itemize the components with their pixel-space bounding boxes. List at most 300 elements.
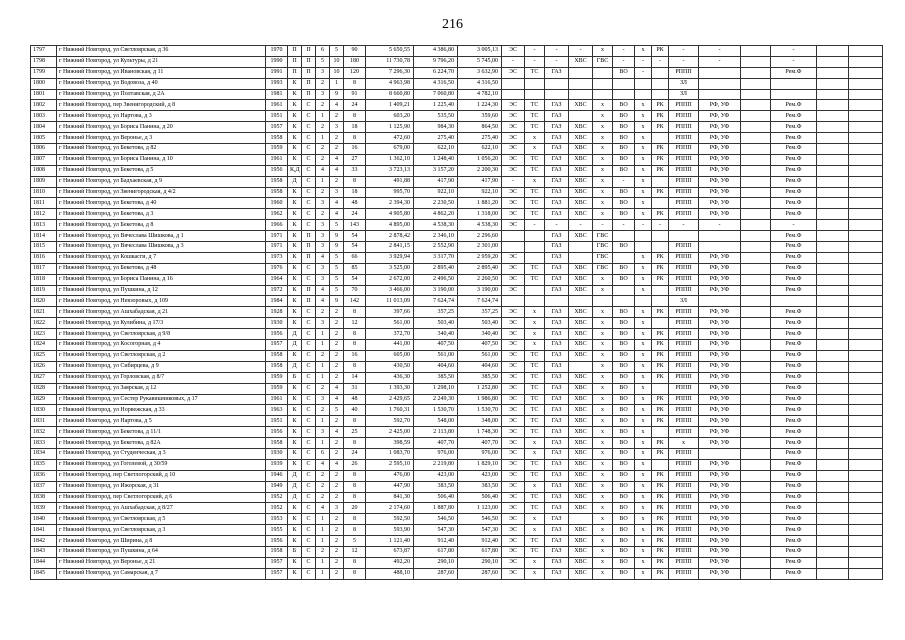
table-cell: х [635, 144, 652, 155]
table-row [31, 405, 883, 416]
table-cell: 2 [316, 383, 330, 394]
table-cell [741, 546, 771, 557]
table-cell: 1951 [266, 111, 288, 122]
table-cell: С [302, 503, 316, 514]
table-cell: 8 [344, 111, 366, 122]
table-cell [817, 546, 849, 557]
table-cell: 1 225,40 [414, 100, 458, 111]
table-cell: 841,30 [366, 492, 414, 503]
table-cell: 7 624,74 [458, 296, 502, 307]
table-cell: г Нижний Новгород, ул Косогорная, д 4 [57, 340, 266, 351]
table-cell [817, 525, 849, 536]
table-cell: - [669, 46, 699, 57]
table-cell: 383,50 [414, 481, 458, 492]
table-cell: 2 249,30 [414, 394, 458, 405]
table-cell: 1966 [266, 220, 288, 231]
table-cell: Рем.Ф [771, 557, 817, 568]
table-cell: 2 [316, 209, 330, 220]
table-cell [817, 448, 849, 459]
table-cell [525, 231, 545, 242]
table-cell: С [302, 350, 316, 361]
table-cell: х [635, 361, 652, 372]
table-cell: 976,00 [414, 448, 458, 459]
table-cell: 1 121,40 [366, 536, 414, 547]
table-cell: ГАЗ [545, 416, 569, 427]
table-cell [652, 296, 669, 307]
table-cell: 1959 [266, 372, 288, 383]
table-cell: 8 [344, 568, 366, 579]
table-cell: 5 [330, 220, 344, 231]
table-cell: г Нижний Новгород, ул Ивановская, д 11 [57, 67, 266, 78]
table-cell: РФ, УФ [699, 122, 741, 133]
table-cell: 2 [330, 568, 344, 579]
table-cell: 1957 [266, 122, 288, 133]
table-cell: ХВС [569, 481, 593, 492]
table-cell: х [593, 383, 613, 394]
table-cell: ГАЗ [545, 231, 569, 242]
table-cell: 1835 [31, 459, 57, 470]
table-cell: РФ, УФ [699, 176, 741, 187]
table-cell: 1812 [31, 209, 57, 220]
table-cell: 1808 [31, 165, 57, 176]
table-cell [849, 514, 883, 525]
table-cell: РФ, УФ [699, 514, 741, 525]
table-cell: 1 986,80 [458, 394, 502, 405]
table-cell: ХВС [569, 318, 593, 329]
table-cell: РФ, УФ [699, 394, 741, 405]
table-cell: 1 829,10 [458, 459, 502, 470]
table-cell: х [635, 416, 652, 427]
table-cell: ЭС [502, 361, 525, 372]
table-cell: РФ, УФ [699, 285, 741, 296]
table-cell: К [288, 111, 302, 122]
table-cell: ЭС [502, 546, 525, 557]
table-cell: С [302, 481, 316, 492]
table-cell: С [302, 274, 316, 285]
table-cell: РППП [669, 122, 699, 133]
table-cell: Д [288, 340, 302, 351]
table-cell: 1843 [31, 546, 57, 557]
table-cell: ХВС [569, 470, 593, 481]
table-cell: РК [652, 525, 669, 536]
table-cell: К [288, 209, 302, 220]
table-cell: 275,40 [458, 133, 502, 144]
table-cell: РК [652, 209, 669, 220]
table-cell: г Нижний Новгород, пер Светлогорский, д 6 [57, 492, 266, 503]
table-cell [593, 78, 613, 89]
table-row [31, 470, 883, 481]
table-cell: 25 [344, 427, 366, 438]
table-cell: 1 [316, 361, 330, 372]
table-cell: 4 [330, 459, 344, 470]
table-cell: РППП [669, 340, 699, 351]
table-cell [741, 165, 771, 176]
table-cell [817, 459, 849, 470]
table-cell: х [525, 329, 545, 340]
table-cell [817, 307, 849, 318]
table-cell [741, 296, 771, 307]
table-cell: х [635, 154, 652, 165]
table-cell: г Нижний Новгород, ул Кулибина, д 17/3 [57, 318, 266, 329]
table-row [31, 416, 883, 427]
table-cell: 2 [330, 361, 344, 372]
table-cell: 1824 [31, 340, 57, 351]
table-row [31, 111, 883, 122]
table-cell: РК [652, 470, 669, 481]
table-cell: - [613, 46, 635, 57]
table-cell: ГАЗ [545, 198, 569, 209]
table-cell: 385,50 [414, 372, 458, 383]
table-cell [817, 89, 849, 100]
table-cell: С [302, 514, 316, 525]
table-cell: ХВС [569, 198, 593, 209]
table-cell: ЭС [502, 416, 525, 427]
table-cell [502, 89, 525, 100]
table-cell: 4 862,20 [414, 209, 458, 220]
table-cell: К [288, 252, 302, 263]
table-cell: К [288, 133, 302, 144]
table-cell: ВО [613, 372, 635, 383]
table-cell [502, 296, 525, 307]
table-cell: 1833 [31, 438, 57, 449]
table-cell: ГАЗ [545, 67, 569, 78]
table-cell: РППП [669, 459, 699, 470]
table-cell [741, 154, 771, 165]
table-cell: 8 [344, 416, 366, 427]
table-cell: г Нижний Новгород, ул Бекетова, д 8 [57, 220, 266, 231]
table-cell: ХВС [569, 165, 593, 176]
table-cell: РППП [669, 285, 699, 296]
table-cell: г Нижний Новгород, ул Веронье, д 3 [57, 133, 266, 144]
table-cell: х [593, 394, 613, 405]
table-cell: 90 [344, 46, 366, 57]
table-cell [849, 242, 883, 253]
table-cell: 340,40 [458, 329, 502, 340]
table-cell: Рем.Ф [771, 165, 817, 176]
table-cell: 1971 [266, 231, 288, 242]
table-cell: ТС [525, 372, 545, 383]
table-cell: ЭС [502, 405, 525, 416]
table-cell: 5 [330, 46, 344, 57]
table-cell [817, 154, 849, 165]
table-cell: 1 125,90 [366, 122, 414, 133]
table-cell: 2 [330, 546, 344, 557]
table-cell: х [525, 525, 545, 536]
table-cell [699, 78, 741, 89]
table-cell: К [288, 438, 302, 449]
table-cell: 1973 [266, 252, 288, 263]
table-cell: ЭС [502, 340, 525, 351]
table-cell: 1814 [31, 231, 57, 242]
table-cell [849, 350, 883, 361]
table-cell: 1832 [31, 427, 57, 438]
table-cell: - [635, 56, 652, 67]
table-row [31, 329, 883, 340]
table-cell: Рем.Ф [771, 427, 817, 438]
table-cell: ВО [613, 144, 635, 155]
table-row [31, 176, 883, 187]
table-cell: 1 [316, 372, 330, 383]
table-cell [741, 111, 771, 122]
table-cell: Рем.Ф [771, 459, 817, 470]
table-cell [741, 568, 771, 579]
table-cell: РППП [669, 383, 699, 394]
table-cell: ВО [613, 568, 635, 579]
table-row [31, 187, 883, 198]
table-cell: 6 [316, 46, 330, 57]
table-cell [817, 405, 849, 416]
table-cell [569, 67, 593, 78]
table-cell [652, 383, 669, 394]
housing-table-grid [30, 45, 883, 580]
table-cell [741, 525, 771, 536]
table-cell [741, 318, 771, 329]
table-cell [817, 503, 849, 514]
table-row [31, 144, 883, 155]
table-cell: х [593, 350, 613, 361]
table-cell: 24 [344, 209, 366, 220]
table-cell: 472,60 [366, 133, 414, 144]
table-cell: 1 530,70 [458, 405, 502, 416]
table-cell: - [545, 220, 569, 231]
table-cell: 66 [344, 252, 366, 263]
table-cell: 1984 [266, 296, 288, 307]
table-cell: Д [288, 361, 302, 372]
table-cell: 2 [330, 536, 344, 547]
table-cell: 605,00 [366, 350, 414, 361]
table-row [31, 67, 883, 78]
table-cell: г Нижний Новгород, ул Светлоярская, д 2 [57, 350, 266, 361]
table-cell: х [635, 459, 652, 470]
table-cell: 3 317,70 [414, 252, 458, 263]
table-cell: 8 [344, 438, 366, 449]
table-cell: г Нижний Новгород, ул Норвежская, д 33 [57, 405, 266, 416]
table-cell: 1 [316, 111, 330, 122]
table-cell: х [593, 318, 613, 329]
table-cell: ГАЗ [545, 557, 569, 568]
table-cell: С [302, 187, 316, 198]
table-cell: Рем.Ф [771, 274, 817, 285]
table-cell: РППП [669, 187, 699, 198]
table-cell: 2 [330, 514, 344, 525]
table-cell: 1971 [266, 242, 288, 253]
table-cell: Рем.Ф [771, 448, 817, 459]
table-cell: 1958 [266, 350, 288, 361]
table-cell [652, 78, 669, 89]
table-cell: г Нижний Новгород, ул Ширина, д 8 [57, 536, 266, 547]
table-cell: х [593, 122, 613, 133]
table-cell: РППП [669, 307, 699, 318]
table-cell: х [635, 318, 652, 329]
table-cell [569, 514, 593, 525]
table-cell: ВО [613, 416, 635, 427]
table-cell: 11 013,09 [366, 296, 414, 307]
table-cell: 8 [344, 133, 366, 144]
table-cell: ТС [525, 492, 545, 503]
table-cell: 8 [344, 361, 366, 372]
table-cell: 1958 [266, 361, 288, 372]
table-cell: К [288, 427, 302, 438]
table-cell: К [288, 514, 302, 525]
table-cell: 20 [344, 503, 366, 514]
table-cell: ВО [613, 209, 635, 220]
table-cell: 617,80 [458, 546, 502, 557]
table-cell [525, 296, 545, 307]
table-cell: К [288, 383, 302, 394]
table-cell: 1 [316, 340, 330, 351]
table-row [31, 546, 883, 557]
table-cell: 546,50 [414, 514, 458, 525]
table-cell: 5 [330, 405, 344, 416]
table-cell: ВО [613, 514, 635, 525]
table-cell [613, 296, 635, 307]
table-cell: РК [652, 372, 669, 383]
table-cell: К [288, 285, 302, 296]
table-cell: 561,00 [458, 350, 502, 361]
table-cell: 1806 [31, 144, 57, 155]
table-cell: х [593, 285, 613, 296]
table-cell: П [302, 46, 316, 57]
table-cell: 503,40 [458, 318, 502, 329]
table-cell: 2 [330, 144, 344, 155]
table-cell [849, 329, 883, 340]
table-cell: ЭС [502, 492, 525, 503]
table-cell: 1958 [266, 438, 288, 449]
table-cell: ГАЗ [545, 383, 569, 394]
table-cell [817, 372, 849, 383]
table-cell: х [593, 361, 613, 372]
table-cell: 48 [344, 394, 366, 405]
table-cell: ГВС [593, 263, 613, 274]
table-cell: ЭС [502, 67, 525, 78]
table-cell: х [525, 318, 545, 329]
table-cell: П [302, 67, 316, 78]
table-cell: 404,60 [458, 361, 502, 372]
table-cell: РФ, УФ [699, 154, 741, 165]
table-cell: 2 [330, 350, 344, 361]
table-cell: 2 [316, 100, 330, 111]
table-cell [817, 176, 849, 187]
table-cell: ЭС [502, 307, 525, 318]
table-cell: 3 525,00 [366, 263, 414, 274]
table-row [31, 274, 883, 285]
table-cell [817, 46, 849, 57]
table-cell: 1961 [266, 394, 288, 405]
table-cell: ХВС [569, 144, 593, 155]
table-cell: 603,20 [366, 111, 414, 122]
table-cell: х [593, 187, 613, 198]
table-cell: 1960 [266, 198, 288, 209]
table-cell: РФ, УФ [699, 470, 741, 481]
table-cell: ВО [613, 503, 635, 514]
table-cell: 1 393,30 [366, 383, 414, 394]
table-cell: г Нижний Новгород, ул Светлоярская, д 3 [57, 525, 266, 536]
table-cell: Рем.Ф [771, 122, 817, 133]
table-cell: 1821 [31, 307, 57, 318]
table-cell: ЭС [502, 111, 525, 122]
table-cell [817, 557, 849, 568]
table-cell: РК [652, 122, 669, 133]
table-cell [635, 296, 652, 307]
table-cell [849, 459, 883, 470]
table-cell: РППП [669, 470, 699, 481]
table-cell: С [302, 492, 316, 503]
table-cell: 4 [316, 459, 330, 470]
table-cell [849, 568, 883, 579]
table-cell: 1962 [266, 209, 288, 220]
table-cell [741, 329, 771, 340]
table-cell: ВО [613, 536, 635, 547]
table-cell: ТС [525, 165, 545, 176]
table-cell: х [635, 209, 652, 220]
table-cell: 1958 [266, 133, 288, 144]
table-cell: х [635, 394, 652, 405]
table-cell: 1 [316, 176, 330, 187]
table-cell [817, 329, 849, 340]
table-cell: 1817 [31, 263, 57, 274]
table-cell: ЭС [502, 198, 525, 209]
table-cell [817, 198, 849, 209]
table-cell: Рем.Ф [771, 133, 817, 144]
table-cell [635, 242, 652, 253]
table-cell: 1949 [266, 481, 288, 492]
table-cell: С [302, 340, 316, 351]
table-cell: 3 190,00 [414, 285, 458, 296]
table-cell: х [635, 176, 652, 187]
table-cell: 1798 [31, 56, 57, 67]
table-cell: 503,40 [414, 318, 458, 329]
table-row [31, 242, 883, 253]
table-cell: - [613, 220, 635, 231]
table-cell: 1 [316, 438, 330, 449]
table-cell: ТС [525, 187, 545, 198]
table-cell: ГАЗ [545, 133, 569, 144]
table-row [31, 448, 883, 459]
table-cell [569, 296, 593, 307]
table-cell: 1 248,40 [414, 154, 458, 165]
table-cell: РК [652, 350, 669, 361]
table-cell: 547,30 [414, 525, 458, 536]
table-cell: Д [288, 176, 302, 187]
table-cell: ВО [613, 187, 635, 198]
table-cell: РК [652, 274, 669, 285]
table-cell: 1993 [266, 78, 288, 89]
table-cell [741, 133, 771, 144]
table-cell [569, 111, 593, 122]
table-cell: 7 296,30 [366, 67, 414, 78]
table-cell: 506,40 [458, 492, 502, 503]
table-cell: ВО [613, 448, 635, 459]
table-cell: 1831 [31, 416, 57, 427]
table-row [31, 46, 883, 57]
table-cell [817, 111, 849, 122]
table-cell: 3 [330, 122, 344, 133]
table-cell: 1802 [31, 100, 57, 111]
table-cell: 1 [316, 514, 330, 525]
table-cell [741, 176, 771, 187]
table-cell: 8 [344, 525, 366, 536]
table-cell: 1840 [31, 514, 57, 525]
table-cell: 4 [330, 198, 344, 209]
table-cell [699, 242, 741, 253]
table-cell: ХВС [569, 459, 593, 470]
table-row [31, 198, 883, 209]
table-cell [817, 470, 849, 481]
table-cell: х [593, 46, 613, 57]
table-cell: К [288, 187, 302, 198]
table-cell: РППП [669, 154, 699, 165]
table-cell [817, 318, 849, 329]
